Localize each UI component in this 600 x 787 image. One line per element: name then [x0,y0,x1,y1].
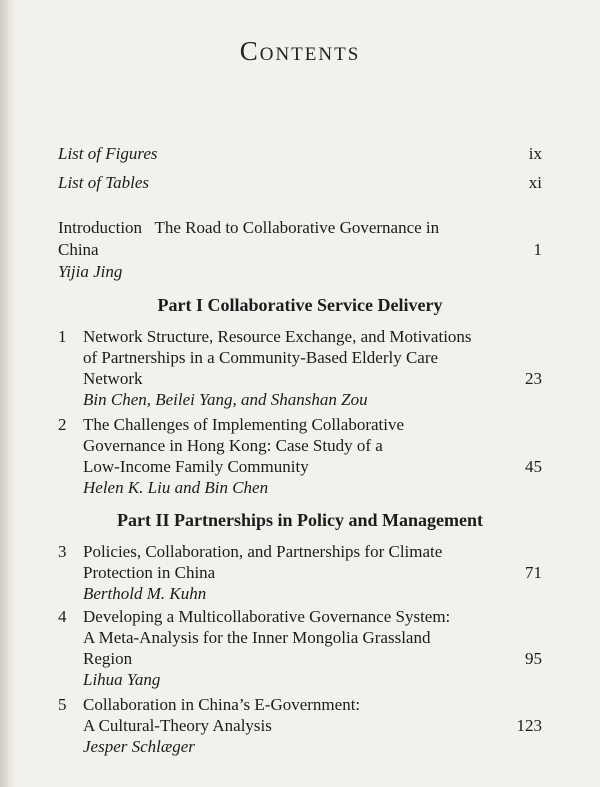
toc-entry-list-of-tables[interactable] [58,173,542,193]
entry-title-line: Region [83,649,133,668]
entry-page-number: 71 [525,563,542,582]
toc-entry-introduction[interactable] [58,217,542,283]
entry-title-line: The Challenges of Implementing Collaborative [83,415,405,434]
entry-title-line: Low-Income Family Community [83,457,309,476]
entry-label: List of Figures [58,144,158,163]
entry-author: Bin Chen, Beilei Yang, and Shanshan Zou [83,390,368,409]
entry-page-number: 95 [525,649,542,668]
chapter-number: 2 [58,415,67,434]
entry-page-number: 1 [533,240,542,259]
entry-title-line: China [58,240,99,259]
entry-title-line: of Partnerships in a Community-Based Elderly Care [83,348,439,367]
chapter-number: 4 [58,607,67,626]
entry-author: Jesper Schlæger [83,737,195,756]
entry-label: List of Tables [58,173,150,192]
entry-title-line: A Meta-Analysis for the Inner Mongolia Grassland [83,628,431,647]
part-heading: Part II Partnerships in Policy and Management [117,510,483,530]
entry-page-number: ix [528,144,542,163]
chapter-number: 3 [58,542,67,561]
page-title: Contents [239,36,361,66]
entry-title-line: The Road to Collaborative Governance in [154,218,440,237]
toc-entry-list-of-figures[interactable] [58,144,542,164]
entry-title-line: A Cultural-Theory Analysis [83,716,272,735]
entry-author: Lihua Yang [83,670,161,689]
entry-title-line: Policies, Collaboration, and Partnerships for Climate [83,542,443,561]
chapter-number: 5 [58,695,67,714]
entry-author: Berthold M. Kuhn [83,584,207,603]
entry-title-line: Protection in China [83,563,216,582]
entry-page-number: 123 [516,716,542,735]
entry-title-line: Governance in Hong Kong: Case Study of a [83,436,383,455]
entry-title-line: Collaboration in China’s E-Government: [83,695,361,714]
chapter-number: 1 [58,327,67,346]
entry-author: Yijia Jing [58,262,123,281]
entry-title-line: Developing a Multicollaborative Governance System: [83,607,451,626]
entry-label: Introduction [58,218,143,237]
entry-author: Helen K. Liu and Bin Chen [83,478,269,497]
entry-page-number: 23 [525,369,542,388]
entry-page-number: 45 [525,457,542,476]
entry-title-line: Network Structure, Resource Exchange, and Motivations [83,327,472,346]
entry-page-number: xi [528,173,542,192]
part-heading: Part I Collaborative Service Delivery [157,295,443,315]
entry-title-line: Network [83,369,143,388]
